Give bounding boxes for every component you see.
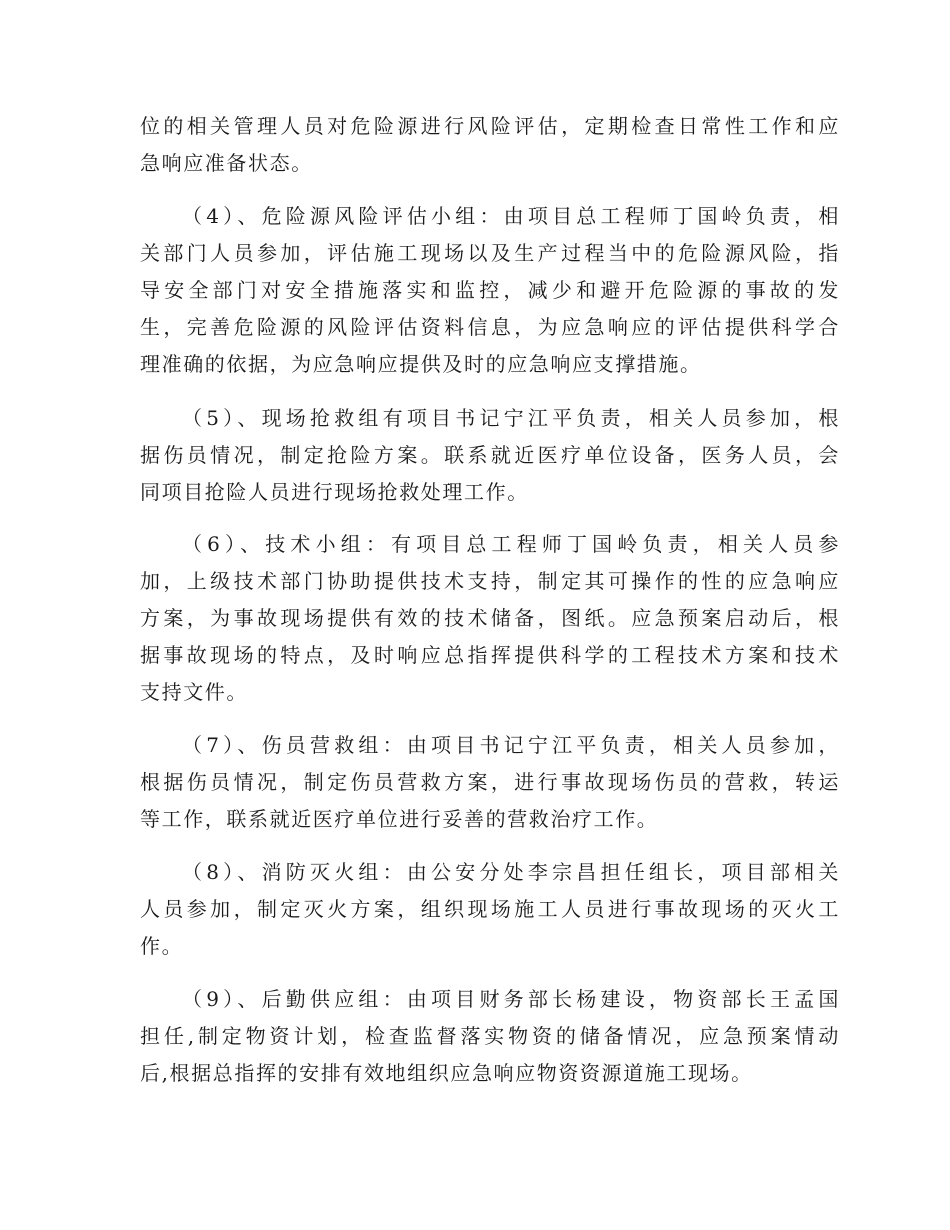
text-line: 后,根据总指挥的安排有效地组织应急响应物资资源道施工现场。 <box>140 1061 753 1085</box>
text-line: 导安全部门对安全措施落实和监控，减少和避开危险源的事故的发 <box>140 278 840 302</box>
text-line: （5）、现场抢救组有项目书记宁江平负责，相关人员参加，根 <box>182 406 840 430</box>
text-line: 作。 <box>140 934 184 958</box>
text-line: （6）、技术小组：有项目总工程师丁国岭负责，相关人员参 <box>182 532 840 556</box>
text-line: （8）、消防灭火组：由公安分处李宗昌担任组长，项目部相关 <box>182 860 840 884</box>
text-line: 根据伤员情况，制定伤员营救方案，进行事故现场伤员的营救，转运 <box>140 770 840 794</box>
text-line: 位的相关管理人员对危险源进行风险评估，定期检查日常性工作和应 <box>140 114 840 138</box>
text-line: 同项目抢险人员进行现场抢救处理工作。 <box>140 480 529 504</box>
text-line: 方案，为事故现场提供有效的技术储备，图纸。应急预案启动后，根 <box>140 606 840 630</box>
text-line: （4）、危险源风险评估小组：由项目总工程师丁国岭负责，相 <box>182 204 840 228</box>
text-line: 急响应准备状态。 <box>140 151 313 175</box>
text-line: 据伤员情况，制定抢险方案。联系就近医疗单位设备，医务人员，会 <box>140 443 840 467</box>
text-line: 人员参加，制定灭火方案，组织现场施工人员进行事故现场的灭火工 <box>140 897 840 921</box>
text-line: （7）、伤员营救组：由项目书记宁江平负责，相关人员参加， <box>182 733 840 757</box>
text-line: 生，完善危险源的风险评估资料信息，为应急响应的评估提供科学合 <box>140 315 840 339</box>
text-line: 关部门人员参加，评估施工现场以及生产过程当中的危险源风险，指 <box>140 241 840 265</box>
text-line: 据事故现场的特点，及时响应总指挥提供科学的工程技术方案和技术 <box>140 643 840 667</box>
text-line: 加，上级技术部门协助提供技术支持，制定其可操作的性的应急响应 <box>140 569 840 593</box>
text-line: （9）、后勤供应组：由项目财务部长杨建设，物资部长王孟国 <box>182 987 840 1011</box>
text-line: 等工作，联系就近医疗单位进行妥善的营救治疗工作。 <box>140 807 659 831</box>
text-line: 支持文件。 <box>140 680 248 704</box>
text-line: 理准确的依据，为应急响应提供及时的应急响应支撑措施。 <box>140 352 702 376</box>
text-line: 担任,制定物资计划，检查监督落实物资的储备情况，应急预案情动 <box>140 1024 840 1048</box>
